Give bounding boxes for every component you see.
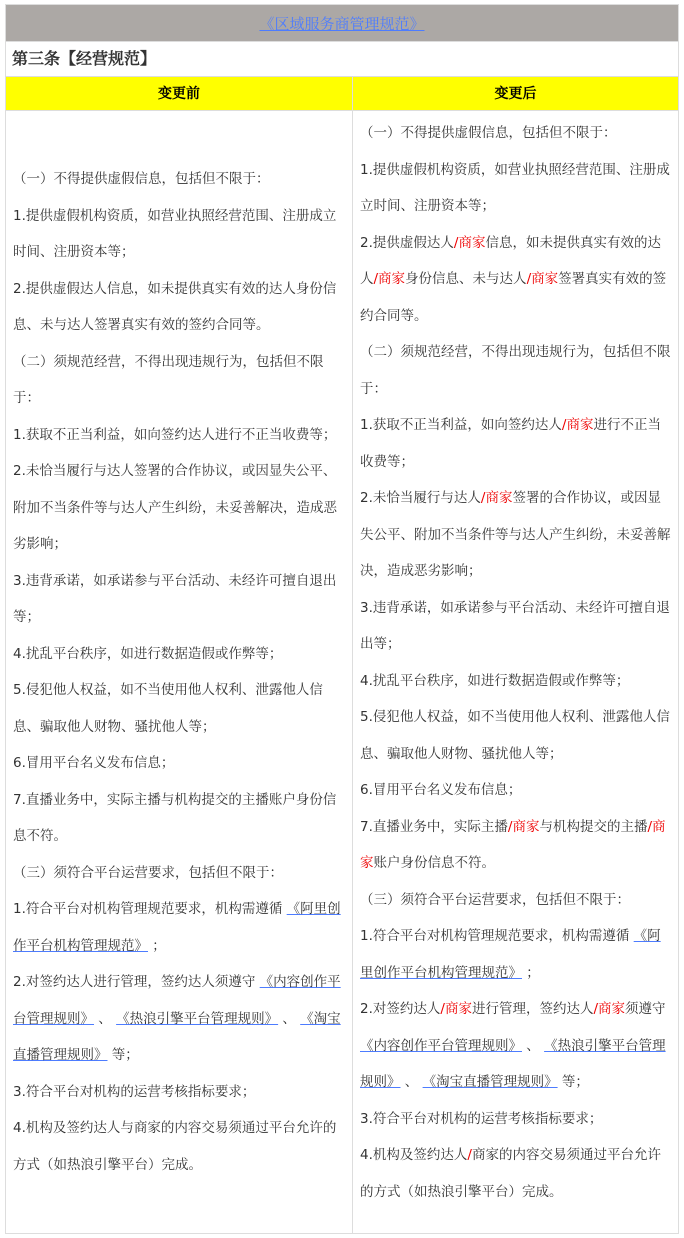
clause-text: 4.扰乱平台秩序，如进行数据造假或作弊等； xyxy=(360,672,630,689)
clause-text: 5.侵犯他人权益，如不当使用他人权利、泄露他人信息、骗取他人财物、骚扰他人等； xyxy=(360,709,670,762)
clause-paragraph xyxy=(13,782,345,855)
changed-text: / xyxy=(467,1147,472,1163)
clause-paragraph xyxy=(13,891,345,964)
regulation-table xyxy=(5,4,679,1234)
after-column xyxy=(353,111,678,1233)
clause-paragraph xyxy=(360,334,671,407)
clause-text: 5.侵犯他人权益，如不当使用他人权利、泄露他人信息、骗取他人财物、骚扰他人等； xyxy=(13,682,323,735)
header-row xyxy=(6,77,678,111)
clause-paragraph xyxy=(360,699,671,772)
clause-paragraph xyxy=(360,152,671,225)
changed-text: /商家 xyxy=(440,1001,472,1017)
clause-paragraph xyxy=(360,809,671,882)
clause-text: 3.违背承诺，如承诺参与平台活动、未经许可擅自退出等； xyxy=(360,599,670,652)
clause-text: 2.对签约达人 xyxy=(360,1001,441,1017)
clause-text: 、 xyxy=(94,1010,117,1027)
clause-paragraph xyxy=(360,991,671,1101)
clause-text: （二）须规范经营，不得出现违规行为，包括但不限于： xyxy=(360,344,671,397)
header-before: 变更前 xyxy=(6,77,353,111)
changed-text: /商家 xyxy=(526,271,559,287)
clause-text: ； xyxy=(148,937,166,954)
changed-text: /商家 xyxy=(453,234,486,251)
clause-paragraph xyxy=(13,453,345,563)
clause-paragraph xyxy=(360,663,671,700)
header-after: 变更后 xyxy=(353,77,678,111)
clause-paragraph xyxy=(360,772,671,809)
clause-text: 与机构提交的主播 xyxy=(539,818,648,835)
clause-paragraph xyxy=(360,225,671,335)
clause-text: 、 xyxy=(278,1010,301,1027)
clause-text: 进行管理，签约达人 xyxy=(471,1001,594,1017)
clause-paragraph xyxy=(360,918,671,991)
clause-text: 2.提供虚假达人信息，如未提供真实有效的达人身份信息、未与达人签署真实有效的签约合同等。 xyxy=(13,280,337,333)
clause-paragraph xyxy=(360,882,671,919)
rule-link[interactable]: 《内容创作平台管理规则》 xyxy=(360,1037,522,1054)
clause-text: 6.冒用平台名义发布信息； xyxy=(13,755,175,771)
clause-text: 进行不正当收费等； xyxy=(360,417,661,470)
changed-text: /商家 xyxy=(360,818,666,871)
clause-paragraph xyxy=(13,855,345,892)
clause-text: 信息，如未提供真实有效的达人 xyxy=(360,234,661,287)
clause-paragraph xyxy=(13,344,345,417)
rule-link[interactable]: 《热浪引擎平台管理规则》 xyxy=(116,1010,279,1027)
rule-link[interactable]: 《淘宝直播管理规则》 xyxy=(422,1074,558,1090)
clause-text: 2.提供虚假达人 xyxy=(360,234,454,251)
clause-text: 6.冒用平台名义发布信息； xyxy=(360,782,522,798)
clause-text: 3.符合平台对机构的运营考核指标要求； xyxy=(13,1083,256,1100)
clause-text: 、 xyxy=(400,1074,423,1090)
clause-paragraph xyxy=(360,407,671,480)
clause-text: 2.对签约达人进行管理，签约达人须遵守 xyxy=(13,974,260,990)
clause-text: 签署的合作协议，或因显失公平、附加不当条件等与达人产生纠纷，未妥善解决，造成恶劣影响； xyxy=(360,490,671,579)
clause-paragraph xyxy=(13,636,345,673)
clause-text: 签署真实有效的签约合同等。 xyxy=(360,271,667,324)
changed-text: /商家 xyxy=(593,1001,626,1017)
clause-text: 账户身份信息不符。 xyxy=(373,855,495,871)
clause-text: 身份信息、未与达人 xyxy=(405,271,527,287)
clause-text: 等； xyxy=(107,1047,139,1063)
clause-text: 等； xyxy=(557,1074,589,1090)
clause-paragraph xyxy=(360,1137,671,1210)
clause-text: 1.提供虚假机构资质，如营业执照经营范围、注册成立时间、注册资本等； xyxy=(13,207,337,260)
clause-text: （一）不得提供虚假信息，包括但不限于： xyxy=(13,171,270,187)
rule-link[interactable]: 《淘宝直播管理规则》 xyxy=(13,1010,341,1063)
clause-paragraph xyxy=(13,1074,345,1111)
clause-paragraph xyxy=(13,161,345,198)
clause-text: 商家的内容交易须通过平台允许的方式（如热浪引擎平台）完成。 xyxy=(360,1147,661,1200)
changed-text: /商家 xyxy=(561,417,594,433)
clause-paragraph xyxy=(13,563,345,636)
rule-link[interactable]: 《热浪引擎平台管理规则》 xyxy=(360,1037,666,1090)
clause-paragraph xyxy=(13,1110,345,1183)
before-column xyxy=(6,111,353,1233)
clause-text: （三）须符合平台运营要求，包括但不限于： xyxy=(360,891,630,908)
clause-text: 7.直播业务中，实际主播与机构提交的主播账户身份信息不符。 xyxy=(13,791,337,844)
clause-text: 7.直播业务中，实际主播 xyxy=(360,818,508,835)
clause-paragraph xyxy=(360,590,671,663)
clause-text: 4.扰乱平台秩序，如进行数据造假或作弊等； xyxy=(13,645,283,662)
clause-paragraph xyxy=(360,1101,671,1138)
clause-text: （一）不得提供虚假信息，包括但不限于： xyxy=(360,125,617,141)
clause-text: 4.机构及签约达人与商家的内容交易须通过平台允许的方式（如热浪引擎平台）完成。 xyxy=(13,1120,337,1173)
changed-text: /商家 xyxy=(480,490,513,506)
clause-text: 4.机构及签约达人 xyxy=(360,1147,468,1163)
clause-text: 1.符合平台对机构管理规范要求，机构需遵循 xyxy=(360,928,634,944)
changed-text: /商家 xyxy=(373,271,406,287)
clause-paragraph xyxy=(13,417,345,454)
rule-link[interactable]: 《阿里创作平台机构管理规范》 xyxy=(360,928,661,981)
clause-paragraph xyxy=(360,480,671,590)
clause-text: （二）须规范经营，不得出现违规行为，包括但不限于： xyxy=(13,353,324,406)
clause-paragraph xyxy=(13,271,345,344)
clause-text: 1.获取不正当利益，如向签约达人进行不正当收费等； xyxy=(13,426,337,443)
clause-paragraph xyxy=(13,964,345,1074)
rule-link[interactable]: 《内容创作平台管理规则》 xyxy=(13,974,341,1027)
clause-text: 、 xyxy=(522,1037,545,1054)
content-row xyxy=(6,111,678,1233)
clause-text: 2.未恰当履行与达人 xyxy=(360,490,481,506)
clause-paragraph xyxy=(13,745,345,782)
clause-text: （三）须符合平台运营要求，包括但不限于： xyxy=(13,864,283,881)
clause-text: 3.符合平台对机构的运营考核指标要求； xyxy=(360,1110,603,1127)
title-row xyxy=(6,5,678,42)
regulation-title-link[interactable]: 《区域服务商管理规范》 xyxy=(259,15,425,33)
clause-text: 1.获取不正当利益，如向签约达人 xyxy=(360,417,562,433)
section-heading: 第三条【经营规范】 xyxy=(6,42,678,77)
rule-link[interactable]: 《阿里创作平台机构管理规范》 xyxy=(13,901,341,954)
clause-text: 1.提供虚假机构资质，如营业执照经营范围、注册成立时间、注册资本等； xyxy=(360,161,670,214)
clause-paragraph xyxy=(13,672,345,745)
clause-paragraph xyxy=(360,115,671,152)
clause-paragraph xyxy=(13,198,345,271)
clause-text: 3.违背承诺，如承诺参与平台活动、未经许可擅自退出等； xyxy=(13,572,337,625)
clause-text: 1.符合平台对机构管理规范要求，机构需遵循 xyxy=(13,901,287,917)
clause-text: ； xyxy=(522,964,540,981)
changed-text: /商家 xyxy=(507,818,540,835)
clause-text: 须遵守 xyxy=(625,1001,666,1017)
clause-text: 2.未恰当履行与达人签署的合作协议，或因显失公平、附加不当条件等与达人产生纠纷，未妥善解决，造成恶劣影响； xyxy=(13,463,337,552)
